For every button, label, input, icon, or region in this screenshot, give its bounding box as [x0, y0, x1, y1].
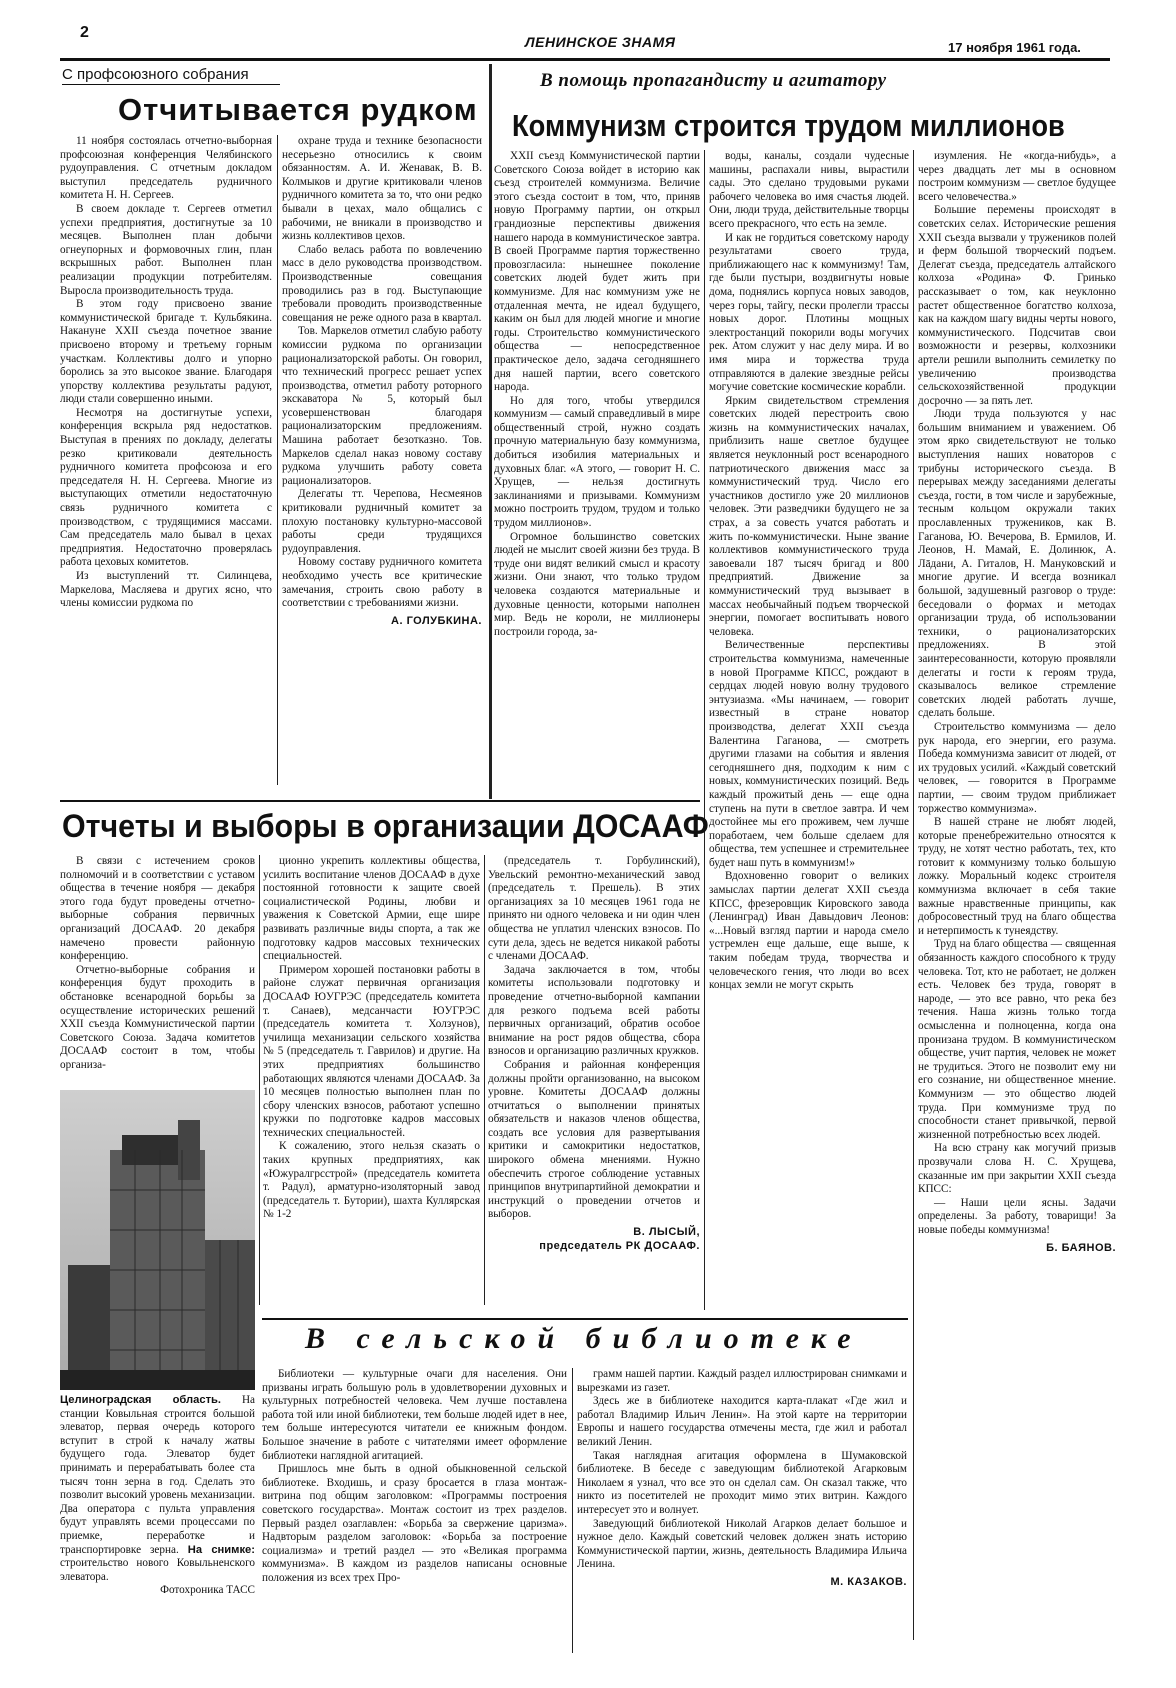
dosaaf-paragraph: К сожалению, этого нельзя сказать о таких крупных предприятиях, как «Южуралгрсстрой» (председатель комитета т. Радул), арматурно-изоляторный завод (председатель т. Бутории), шахта Куллярская № 1-2 [263, 1140, 480, 1221]
communism-paragraph: Большие перемены происходят в советских селах. Исторические решения XXII съезда вызвали у тружеников полей и ферм большой творческий подъем. Делегат съезда, председатель алтайского колхоза «Родина» Ф. Гринько рассказывает о том, как неуклонно растет общественное богатство колхоза, как на каждом шагу видны черты нового, коммунистического. Подсчитав свои возможности и резервы, колхозники артели решили выполнить семилетку по увеличению производства сельскохозяйственной продукции досрочно — за пять лет. [918, 204, 1116, 407]
rudkom-paragraph: Несмотря на достигнутые успехи, конференция вскрыла ряд недостатков. Выступая в прениях по докладу, делегаты резко критиковали деятельность рудничного комитета профсоюза и его председателя Н. Н. Сергеева. Многие из выступающих отметили недостаточную связь рудничного комитета с производством, с трудящимися массами. Сам председатель мало бывал в цехах предприятия. Недостаточно проверялась работа цеховых комитетов. [60, 406, 272, 569]
photo-caption [60, 1394, 255, 1598]
photo-caption-label: На снимке: [187, 1543, 256, 1556]
column-rule [259, 855, 260, 1305]
dosaaf-signature-title: председатель РК ДОСААФ. [539, 1239, 700, 1252]
dosaaf-paragraph: Собрания и районная конференция должны пройти организованно, на высоком уровне. Комитеты ДОСААФ должны отчитаться о выполнении принятых обязательств и наказов членов общества, создать все условия для развертывания критики и самокритики недостатков, широкого обмена мнениями. Нужно обеспечить строгое соблюдение уставных принципов внутрипартийной демократии и инструкций о проведении отчетов и выборов. [488, 1058, 700, 1221]
dosaaf-paragraph: ционно укрепить коллективы общества, усилить воспитание членов ДОСААФ в духе постоянной готовности к защите своей социалистической Родины, любви и уважения к Советской Армии, еще шире развивать различные виды спорта, а так же подготовку кадров массовых технических специальностей. [263, 855, 480, 963]
dosaaf-top-rule [60, 800, 700, 802]
communism-column-2 [709, 150, 909, 1310]
communism-title: Коммунизм строится трудом миллионов [512, 108, 1065, 143]
photo-caption-label-text: строительство нового Ковыльненского элеватора. [60, 1557, 255, 1583]
dosaaf-paragraph: Примером хорошей постановки работы в районе служат первичная организация ДОСААФ ЮУГРЭС (председатель комитета т. Санаев), медсанчасти ЮУГРЭС (председатель комитета т. Холзунов), училища механизации сельского хозяйства № 5 (председатель т. Гаврилов) и другие. На этих предприятиях большинство работающих являются членами ДОСААФ. За 10 месяцев полностью выполнен план по сбору членских взносов, работают успешно кружки по подготовке кадров массовых технических специальностей. [263, 963, 480, 1139]
dosaaf-title: Отчеты и выборы в организации ДОСААФ [62, 808, 709, 844]
dosaaf-paragraph: (председатель т. Горбулинский), Увельский ремонтно-механический завод (председатель т. Прешель). В этих организациях за 10 месяцев 1961 года не принято ни одного человека и ни один член общества не уплатил членских взносов. По сути дела, здесь не ведется никакой работы с членами ДОСААФ. [488, 855, 700, 963]
dosaaf-signature-name: В. ЛЫСЫЙ, [633, 1226, 700, 1239]
rudkom-paragraph: Новому составу рудничного комитета необходимо учесть все критические замечания, строить свою работу в соответствии с требованиями жизни. [282, 556, 482, 610]
communism-paragraph: Строительство коммунизма — дело рук народа, его энергии, его разума. Победа коммунизма зависит от людей, от их трудовых усилий. «Каждый советский человек, — говорится в Программе партии, — своим трудом приближает торжество коммунизма». [918, 720, 1116, 815]
issue-date: 17 ноября 1961 года. [948, 40, 1081, 55]
rudkom-title: Отчитывается рудком [118, 92, 478, 127]
elevator-photo-image [60, 1090, 255, 1390]
column-rule [277, 135, 278, 785]
communism-paragraph: Люди труда пользуются у нас большим вниманием и уважением. Об этом ярко свидетельствуют не только выступления наших новаторов с трибуны исторического съезда. В перерывах между заседаниями делегаты съезда, гости, в том числе и зарубежные, тесным кольцом окружали таких прославленных тружеников, как В. Гаганова, Ю. Вечерова, В. Ермилов, И. Леонов, Н. Мамай, Е. Долинюк, А. Лāдани, А. Гиталов, Н. Мануковский и многие другие. И всегда возникал большой, задушевный разговор о труде: беседовали о формах и методах организации труда, об использовании техники, о рационализаторских предложениях. В этой заинтересованности, которую проявляли делегаты и гости к героям труда, сказывалось великое стремление советских людей работать лучше, сделать больше. [918, 408, 1116, 720]
column-rule [913, 150, 914, 1640]
dosaaf-paragraph: В связи с истечением сроков полномочий и в соответствии с уставом общества в течение ноября — декабря этого года будут проведены отчетно-выборные собрания первичных организаций ДОСААФ. 20 декабря намечено провести районную конференцию. [60, 855, 255, 963]
communism-paragraph: Огромное большинство советских людей не мыслит своей жизни без труда. В труде они видят великий смысл и красоту жизни. Они знают, что только трудом человека создаются материальные и духовные ценности, которыми наполнен мир. Ведь не короли, не миллионеры построили города, за- [494, 530, 700, 638]
communism-paragraph: На всю страну как могучий призыв прозвучали слова Н. С. Хрущева, сказанные им при закрытии XXII съезда КПСС: [918, 1142, 1116, 1196]
library-paragraph: Библиотеки — культурные очаги для населения. Они призваны играть большую роль в удовлетворении духовных и культурных потребностей человека. Чем лучше поставлена работа той или иной библиотеки, тем больше людей идет в нее, тем больше интересуются читатели ее книжным фондом. Большое значение в работе с читателями имеет оформление библиотеки наглядной агитацией. [262, 1368, 567, 1462]
communism-kicker: В помощь пропагандисту и агитатору [540, 70, 887, 91]
library-paragraph: Такая наглядная агитация оформлена в Шумаковской библиотеке. В беседе с заведующим библиотекой Агарковым Николаем я узнал, что все это он сделал сам. Он сказал также, что никто из посетителей не проходит мимо этих витрин. Каждого интересует это и волнует. [577, 1449, 907, 1516]
rudkom-paragraph: Делегаты тт. Черепова, Несмеянов критиковали рудничный комитет за плохую постановку культурно-массовой работы среди трудящихся рудоуправления. [282, 488, 482, 555]
photo-credit: Фотохроника ТАСС [160, 1584, 255, 1597]
library-signature: М. КАЗАКОВ. [830, 1575, 907, 1588]
library-paragraph: Заведующий библиотекой Николай Агарков делает большое и нужное дело. Каждый советский человек должен знать историю Коммунистической партии, жизнь, деятельность Владимира Ильича Ленина. [577, 1517, 907, 1571]
section-divider [489, 64, 492, 799]
library-paragraph: Пришлось мне быть в одной обыкновенной сельской библиотеке. Входишь, и сразу бросается в глаза монтаж-витрина под общим заголовком: «Программы построения советского государства». Монтаж состоит из трех разделов. Первый раздел озаглавлен: «Борьба за свержение царизма». Надвторым разделом заголовок: «Борьба за построение социализма» и третий раздел — это «Великая программа коммунизма». В каждом из разделов написаны основные положения из всех трех Про- [262, 1463, 567, 1584]
dosaaf-column-2 [263, 855, 480, 1307]
rudkom-column-2 [282, 135, 482, 787]
rudkom-paragraph: охране труда и технике безопасности несерьезно относились к своим обязанностям. А. И. Женавак, В. В. Колмыков и другие критиковали членов рудничного комитета за то, что они редко бывали в цехах, мало общались с рабочими, не вникали в производство и жизнь коллективов цехов. [282, 135, 482, 243]
rudkom-paragraph: Тов. Маркелов отметил слабую работу комиссии рудкома по организации рационализаторской работы. Он говорил, что технический прогресс решает успех производства, отметил работу роторного экскаватора № 5, который был усовершенствован благодаря рационализаторским предложениям. Машина работает безотказно. Тов. Маркелов сделал наказ новому составу рудкома улучшить работу совета рационализаторов. [282, 325, 482, 487]
rudkom-paragraph: В своем докладе т. Сергеев отметил успехи предприятия, достигнутые за 10 месяцев. Выполнен план добычи огнеупорных и формовочных глин, план вскрышных работ. Выполнен план реализации продукции потребителям. Выросла производительность труда. [60, 202, 272, 297]
rudkom-paragraph: В этом году присвоено звание коммунистической бригаде т. Кульбякина. Накануне XXII съезда почетное звание присвоено второму и третьему горным участкам. Коллективы долго и упорно боролись за это высокое звание. Благодаря упорству коллектива результаты радуют, люди стали совершенно иными. [60, 298, 272, 406]
communism-paragraph: В нашей стране не любят людей, которые пренебрежительно относятся к труду, не хотят честно работать, тех, кто готовит к коммунизму только большую ложку. Моральный кодекс строителя коммунизма включает в себя такие важные нравственные принципы, как добросовестный труд на благо общества и нетерпимость к тунеядству. [918, 816, 1116, 937]
dosaaf-paragraph: Задача заключается в том, чтобы комитеты использовали подготовку и проведение отчетно-выборной кампании для резкого подъема всей работы первичных организаций, обратив особое внимание на рост рядов общества, сбора взносов и организацию различных кружков. [488, 963, 700, 1058]
rudkom-paragraph: 11 ноября состоялась отчетно-выборная профсоюзная конференция Челябинского рудоуправления. С отчетным докладом выступил председатель рудничного комитета Н. Н. Сергеев. [60, 135, 272, 202]
communism-column-3 [918, 150, 1116, 1650]
communism-paragraph: Труд на благо общества — священная обязанность каждого способного к труду человека. Тот, кто не работает, не должен есть. Человек без труда, говорят в народе, — это все равно, что река без течения. Наша жизнь только тогда осмысленна и полноценна, когда она пронизана трудом. В коммунистическом обществе, учит партия, человек не может не трудиться. Этого не позволит ему ни его сознание, ни общественное мнение. Коммунизм — это общество людей труда. При коммунизме труд по способности станет привычкой, первой жизненной потребностью всех людей. [918, 938, 1116, 1141]
communism-paragraph: И как не гордиться советскому народу результатами своего труда, приближающего нас к коммунизму! Там, где были пустыри, воздвигнуты новые дома, поднялись корпуса новых заводов, через горы, тайгу, пески пролегли трассы новых дорог. Плотины мощных электростанций покорили воды могучих рек. Атом служит у нас делу мира. И во имя мира и торжества труда отправляются в далекие звездные рейсы могучие советские космические корабли. [709, 231, 909, 394]
rudkom-kicker-underline [62, 84, 280, 85]
column-rule [484, 855, 485, 1305]
newspaper-name: ЛЕНИНСКОЕ ЗНАМЯ [525, 34, 676, 50]
communism-paragraph: XXII съезд Коммунистической партии Советского Союза войдет в историю как съезд строителей коммунизма. Величие этого съезда состоит в том, что, приняв новую Программу партии, он открыл грандиозные перспективы движения нашего народа в коммунистическое завтра. В своей Программе партия торжественно провозгласила: нынешнее поколение советских людей будет жить при коммунизме. Для нас коммунизм уже не отдаленная мечта, не идеал будущего, каким он был для людей многие и многие годы. Строительство коммунистического общества — непосредственное практическое дело, задача сегодняшнего дня нашей партии, всего советского народа. [494, 150, 700, 394]
communism-signature: Б. БАЯНОВ. [1046, 1241, 1116, 1254]
dosaaf-column-3 [488, 855, 700, 1307]
elevator-photo [60, 1090, 255, 1390]
library-paragraph: грамм нашей партии. Каждый раздел иллюстрирован снимками и вырезками из газет. [577, 1368, 907, 1394]
photo-caption-place: Целиноградская область. [60, 1394, 222, 1406]
communism-paragraph: изумления. Не «когда-нибудь», а через двадцать лет мы в основном построим коммунизм — светлое будущее всего человечества.» [918, 150, 1116, 203]
library-top-rule [262, 1318, 908, 1320]
communism-paragraph: Но для того, чтобы утвердился коммунизм — самый справедливый в мире общественный строй, нужно создать прочную материальную базу коммунизма, добиться изобилия материальных и духовных благ. «А этого, — говорит Н. С. Хрущев, — нельзя достигнуть заклинаниями и призывами. Коммунизм можно построить трудом, трудом и только трудом миллионов». [494, 394, 700, 530]
page-number: 2 [80, 24, 89, 41]
communism-paragraph: — Наши цели ясны. Задачи определены. За работу, товарищи! За новые победы коммунизма! [918, 1196, 1116, 1236]
rudkom-paragraph: Из выступлений тт. Силинцева, Маркелова, Масляева и других ясно, что члены комиссии рудкома по [60, 570, 272, 610]
library-paragraph: Здесь же в библиотеке находится карта-плакат «Где жил и работал Владимир Ильич Ленин». На этой карте на территории Европы и нашего государства отмечены места, где жил и работал великий Ленин. [577, 1395, 907, 1448]
communism-paragraph: Ярким свидетельством стремления советских людей перестроить свою жизнь на коммунистических началах, приблизить наше светлое будущее является неуклонный рост всенародного патриотического движения масс за коммунистический труд. Число его участников достигло уже 20 миллионов человек. Эти разведчики будущего не за страх, а за совесть учатся работать и жить по-коммунистически. Ныне звание коллективов коммунистического труда завоевали 187 тысяч бригад и 800 предприятий. Движение за коммунистический труд вызывает в массах необычайный подъем творческой энергии, помогает воспитывать нового человека. [709, 394, 909, 638]
rudkom-signature: А. ГОЛУБКИНА. [391, 614, 482, 627]
column-rule [704, 150, 705, 1310]
communism-column-1 [494, 150, 700, 790]
photo-caption-text: На станции Ковыльная строится большой элеватор, первая очередь которого вступит в строй к началу жатвы будущего года. Элеватор будет принимать и перерабатывать более ста тысяч тонн зерна в год. Сделать это позволит высокий уровень механизации. Два оператора с пульта управления будут управлять всеми процессами по приемке, переработке и транспортировке зерна. [60, 1394, 255, 1556]
column-rule [572, 1368, 573, 1653]
rudkom-kicker: С профсоюзного собрания [62, 66, 249, 83]
library-column-2 [577, 1368, 907, 1656]
communism-paragraph: Вдохновенно говорит о великих замыслах партии делегат XXII съезда КПСС, фрезеровщик Кировского завода (Ленинград) Иван Давыдович Леонов: «...Новый взгляд партии и народа смело устремлен еще дальше, еще выше, к таким победам труда, творчества и человеческого гения, что люди во всех концах земли не могут скрыть [709, 870, 909, 992]
communism-paragraph: воды, каналы, создали чудесные машины, распахали нивы, вырастили сады. Это сделано трудовыми руками рабочего человека во имя счастья людей. Они, люди труда, действительные творцы всего прекрасного, что есть на земле. [709, 150, 909, 230]
library-column-1 [262, 1368, 567, 1656]
rudkom-paragraph: Слабо велась работа по вовлечению масс в дело руководства производством. Производственные совещания проводились раз в год. Выступающие требовали проводить производственные совещания не реже одного раза в квартал. [282, 243, 482, 324]
dosaaf-paragraph: Отчетно-выборные собрания и конференция будут проходить в обстановке всенародной борьбы за осуществление исторических решений XXII съезда Коммунистической партии Советского Союза. Задача комитетов ДОСААФ состоит в том, чтобы организа- [60, 963, 255, 1071]
communism-paragraph: Величественные перспективы строительства коммунизма, намеченные в новой Программе КПСС, рождают в сердцах людей новую волну трудового энтузиазма. «Мы начинаем, — говорит известный в стране новатор производства, делегат XXII съезда Валентина Гаганова, — смотреть другими глазами на события и явления сегодняшнего дня, подходим к ним с новых, коммунистических позиций. Ведь каждый прожитый день — еще одна ступень на пути в светлое завтра. И чем достойнее мы его проживем, чем лучше поработаем, чем больше сделаем для общества, тем успешнее и стремительнее будет наш путь в коммунизм!» [709, 639, 909, 869]
library-title: В сельской библиотеке [305, 1322, 863, 1355]
header-rule [60, 58, 1110, 61]
dosaaf-column-1 [60, 855, 255, 1083]
rudkom-column-1 [60, 135, 272, 785]
